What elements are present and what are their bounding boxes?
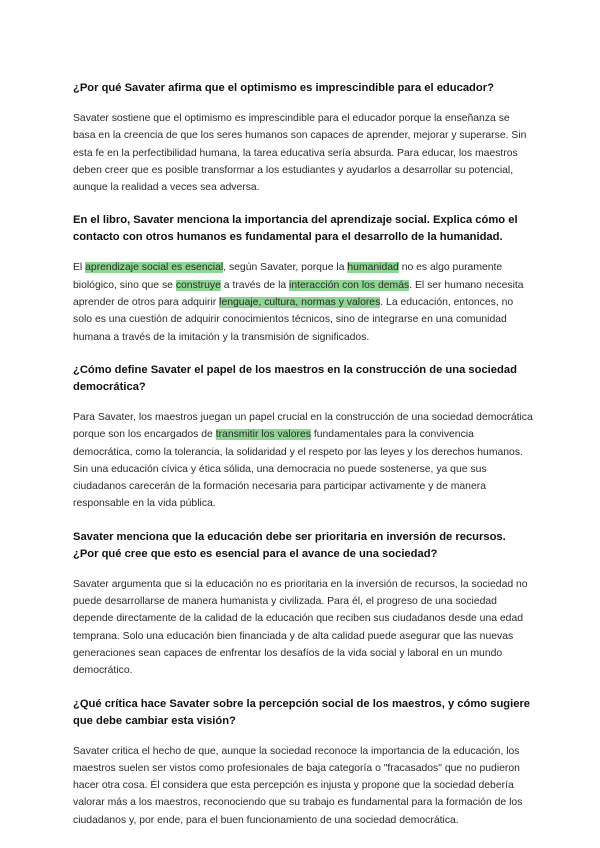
section-teacher-perception [73, 696, 533, 829]
answer-paragraph [73, 409, 533, 513]
answer-text: no es algo puramente biológico, sino que se [73, 262, 503, 291]
answer-paragraph: Savater argumenta que si la educación no es prioritaria en la inversión de recursos, la sociedad no puede desarrollarse de manera humanista y civilizada. Para él, el progreso de una sociedad depende directamente de la calidad de la educación que reciben sus ciudadanos desde una edad temprana. Solo una educación bien financiada y de alta calidad puede asegurar que las nuevas generaciones sean capaces de enfrentar los desafíos de la vida social y laboral en un mundo democrático. [73, 578, 528, 677]
highlighted-text: lenguaje, cultura, normas y valores [219, 297, 381, 309]
highlighted-text: humanidad [347, 262, 399, 274]
answer-text: . El ser humano necesita aprender de otros para adquirir [73, 279, 524, 309]
highlighted-text: interacción con los demás [289, 279, 410, 291]
answer-paragraph: Savater sostiene que el optimismo es imprescindible para el educador porque la enseñanza se basa en la creencia de que los seres humanos son capaces de aprender, mejorar y superarse. Sin esta fe en la perfectibilidad humana, la tarea educativa sería absurda. Para educar, los maestros deben creer que es posible transformar a los estudiantes y ayudarlos a desarrollar su potencial, aunque la realidad a veces sea adversa. [73, 113, 527, 194]
answer-text: , según Savater, porque la [223, 262, 348, 274]
question-heading: ¿Por qué Savater afirma que el optimismo es imprescindible para el educador? [73, 82, 494, 94]
highlighted-text: aprendizaje social es esencial [85, 262, 224, 274]
section-optimism [73, 80, 533, 196]
answer-paragraph: Savater critica el hecho de que, aunque la sociedad reconoce la importancia de la educación, los maestros suelen ser vistos como profesionales de baja categoría o "fracasados" que no pudieron hacer otra cosa. Él considera que esta percepción es injusta y propone que la sociedad debería valorar más a los maestros, reconociendo que su trabajo es fundamental para la formación de los ciudadanos y, por ende, para el buen funcionamiento de una sociedad democrática. [73, 745, 523, 826]
answer-text: a través de la [220, 279, 290, 291]
section-teachers-democracy [73, 362, 533, 513]
document-page [73, 80, 533, 845]
answer-paragraph [73, 259, 533, 345]
answer-text: fundamentales para la convivencia democrática, como la tolerancia, la solidaridad y el respeto por las leyes y los derechos humanos. Sin una educación cívica y ética sólida, una democracia no puede sostenerse, ya que sus ciudadanos carecerán de la formación necesaria para participar activamente y de manera responsable en la vida pública. [73, 429, 523, 510]
section-social-learning [73, 212, 533, 345]
question-heading: En el libro, Savater menciona la importancia del aprendizaje social. Explica cómo el contacto con otros humanos es fundamental para el desarrollo de la humanidad. [73, 214, 518, 244]
answer-text: . La educación, entonces, no solo es una cuestión de adquirir conocimientos técnicos, sino de integrarse en una comunidad humana a través de la imitación y la transmisión de significados. [73, 297, 514, 343]
answer-text: El [73, 262, 86, 274]
question-heading: ¿Cómo define Savater el papel de los maestros en la construcción de una sociedad democrática? [73, 363, 517, 393]
section-education-investment [73, 529, 533, 680]
highlighted-text: construye [175, 279, 221, 291]
question-heading: ¿Qué crítica hace Savater sobre la percepción social de los maestros, y cómo sugiere que debe cambiar esta visión? [73, 697, 531, 727]
answer-text: Para Savater, los maestros juegan un papel crucial en la construcción de una sociedad democrática porque son los encargados de [73, 411, 533, 441]
question-heading: Savater menciona que la educación debe ser prioritaria en inversión de recursos. ¿Por qué cree que esto es esencial para el avance de una sociedad? [73, 530, 506, 560]
highlighted-text: transmitir los valores [215, 429, 311, 441]
